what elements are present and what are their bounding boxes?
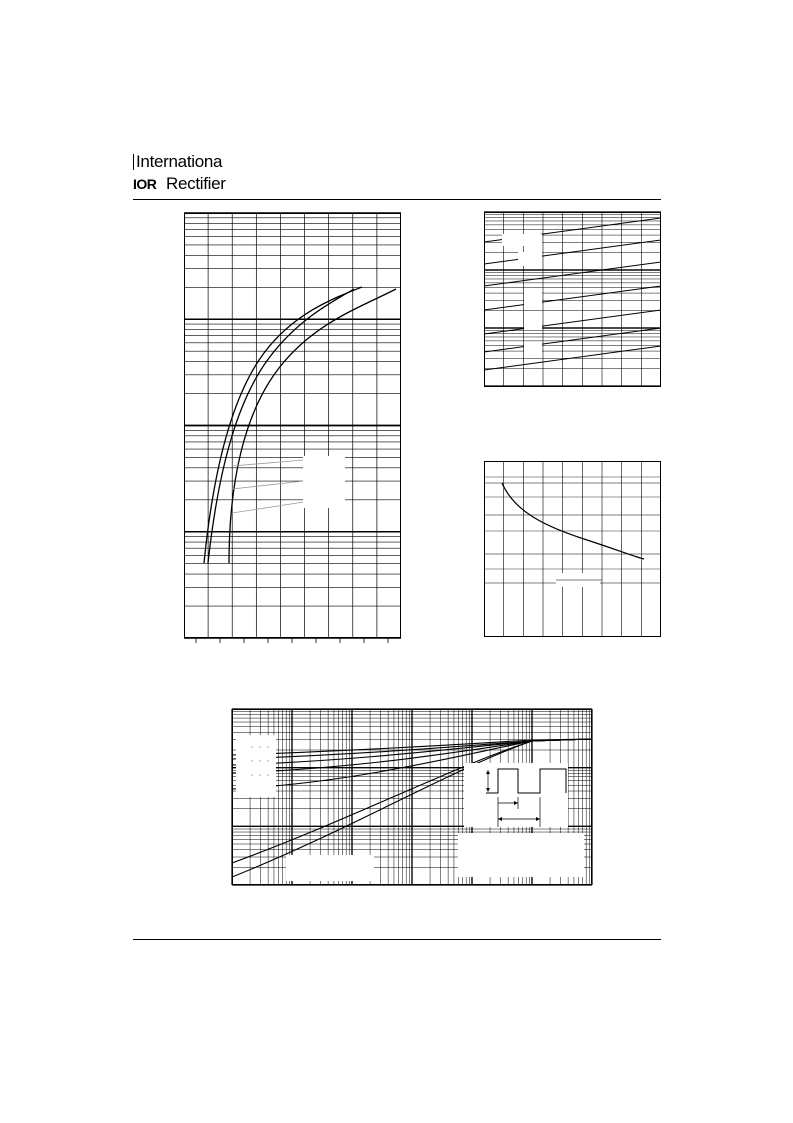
company-name-line2: Rectifier (166, 174, 226, 193)
curve-3 (484, 262, 661, 286)
company-logo (133, 150, 233, 196)
curve-7 (484, 346, 661, 370)
figure-main-plot (184, 213, 402, 639)
header-rule (133, 199, 661, 200)
footer-rule (133, 939, 661, 940)
ior-logo-icon: IOR (133, 176, 157, 192)
figure-top-right-plot (484, 212, 662, 387)
curve-6 (484, 328, 661, 352)
logo-bar (133, 154, 134, 170)
figure-main-grid (184, 213, 401, 638)
figure-bottom-plot (232, 709, 593, 886)
pulse-waveform-inset (464, 763, 568, 827)
curve-5 (484, 310, 661, 334)
curve-4 (484, 286, 661, 310)
company-name-line1: Internationa (136, 152, 223, 171)
figure-mid-right-frame (485, 462, 661, 637)
figure-mid-right-grid (484, 461, 661, 636)
figure-main-legend (232, 456, 345, 513)
figure-mid-right-plot (484, 461, 662, 637)
figure-main-ticks (196, 638, 388, 643)
